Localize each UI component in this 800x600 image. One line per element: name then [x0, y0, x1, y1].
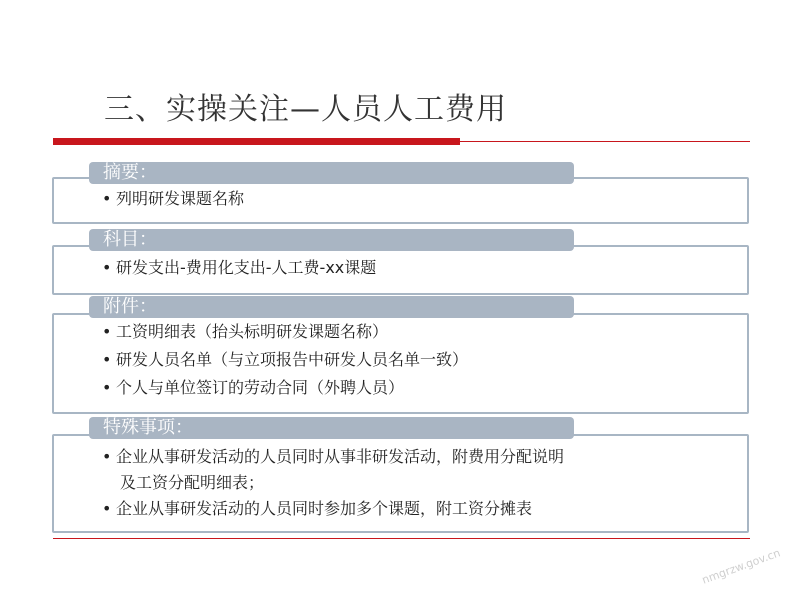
list-item: • 企业从事研发活动的人员同时从事非研发活动，附费用分配说明	[102, 444, 564, 470]
section-special-label: 特殊事项：	[89, 417, 574, 439]
section-attachment-list	[102, 318, 468, 402]
list-item: • 个人与单位签订的劳动合同（外聘人员）	[102, 374, 468, 402]
title-underline-bar	[53, 138, 460, 145]
list-item: • 工资明细表（抬头标明研发课题名称）	[102, 318, 468, 346]
title-underline-line	[460, 141, 750, 142]
list-item: • 企业从事研发活动的人员同时参加多个课题，附工资分摊表	[102, 496, 564, 522]
section-account-list	[102, 255, 376, 281]
section-special-list	[102, 444, 564, 522]
section-summary-label: 摘要：	[89, 162, 574, 184]
list-item: • 研发支出-费用化支出-人工费-xx课题	[102, 255, 376, 281]
section-attachment-label: 附件：	[89, 296, 574, 318]
section-summary-list	[102, 186, 244, 212]
section-account-label: 科目：	[89, 229, 574, 251]
footer-divider	[53, 538, 750, 539]
list-item-continuation: 及工资分配明细表；	[120, 473, 265, 492]
list-item: • 列明研发课题名称	[102, 186, 244, 212]
list-item: • 研发人员名单（与立项报告中研发人员名单一致）	[102, 346, 468, 374]
watermark-text: nmgrzw.gov.cn	[700, 546, 783, 587]
slide-title: 三、实操关注—人员人工费用	[104, 92, 507, 127]
